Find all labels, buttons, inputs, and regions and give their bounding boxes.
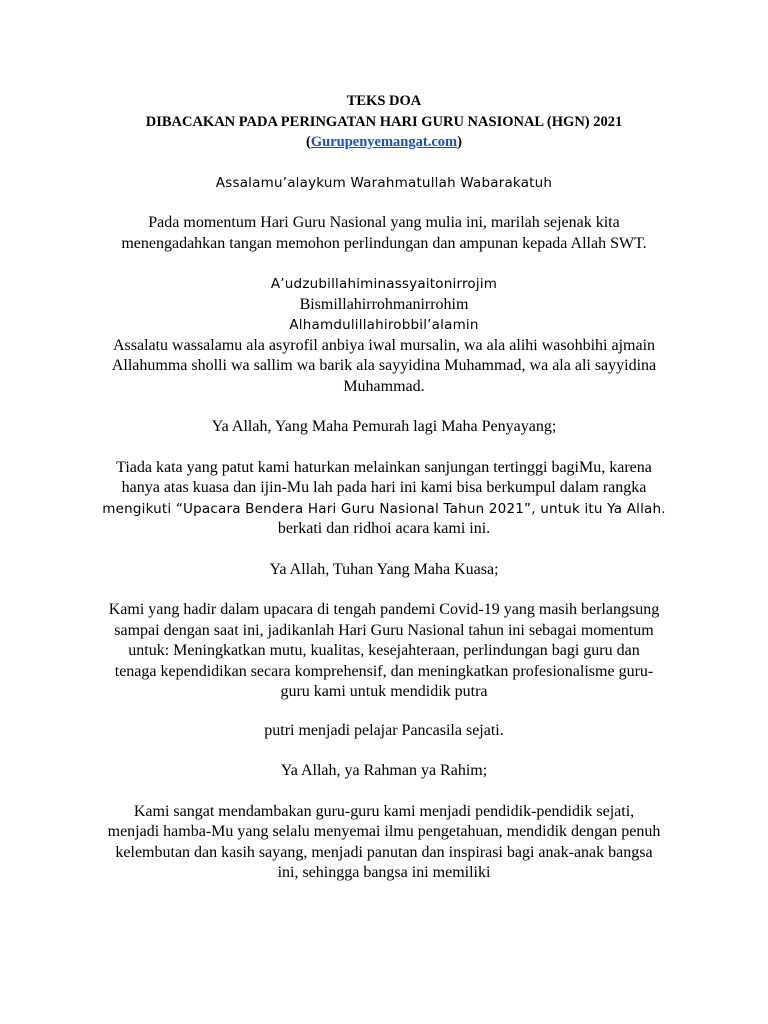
- document-subtitle: DIBACAKAN PADA PERINGATAN HARI GURU NASIONAL (HGN) 2021: [145, 113, 623, 130]
- paragraph-1-line: hanya atas kuasa dan ijin-Mu lah pada hari ini kami bisa berkumpul dalam rangka: [121, 479, 647, 496]
- paragraph-2-line: tenaga kependidikan secara komprehensif, dan meningkatkan profesionalisme guru-: [114, 662, 654, 680]
- opening-line: Alhamdulillahirobbil’alamin: [289, 317, 479, 333]
- opening-line: Assalatu wassalamu ala asyrofil anbiya iwal mursalin, wa ala alihi wasohbihi ajmain: [112, 336, 656, 354]
- paragraph-2-line: sampai dengan saat ini, jadikanlah Hari Guru Nasional tahun ini sebagai momentum: [114, 621, 654, 639]
- paragraph-1: [84, 458, 684, 540]
- invocation-3: Ya Allah, ya Rahman ya Rahim;: [280, 762, 488, 779]
- source-open-paren: (: [306, 134, 311, 150]
- paragraph-3-line: ini, sehingga bangsa ini memiliki: [277, 864, 491, 881]
- opening-line: Bismillahirrohmanirrohim: [299, 295, 469, 313]
- invocation-2: Ya Allah, Tuhan Yang Maha Kuasa;: [269, 560, 499, 578]
- intro-paragraph: [84, 213, 684, 254]
- paragraph-2-line: Kami yang hadir dalam upacara di tengah pandemi Covid-19 yang masih berlangsung: [108, 601, 660, 618]
- source-line: [84, 132, 684, 153]
- paragraph-2-line: untuk: Meningkatkan mutu, kualitas, kesejahteraan, perlindungan bagi guru dan: [128, 642, 640, 659]
- greeting-line: Assalamu’alaykum Warahmatullah Wabarakatuh: [215, 174, 553, 191]
- opening-line: Allahumma sholli wa sallim wa barik ala sayyidina Muhammad, wa ala ali sayyidina: [111, 357, 657, 374]
- paragraph-2-line: guru kami untuk mendidik putra: [280, 683, 488, 700]
- paragraph-2b: putri menjadi pelajar Pancasila sejati.: [264, 721, 504, 739]
- paragraph-1-line: mengikuti “Upacara Bendera Hari Guru Nasional Tahun 2021”, untuk itu Ya Allah.: [102, 500, 666, 517]
- document-heading: [84, 91, 684, 153]
- paragraph-1-line: berkati dan ridhoi acara kami ini.: [277, 520, 491, 537]
- opening-line: Muhammad.: [343, 377, 425, 395]
- intro-line: Pada momentum Hari Guru Nasional yang mulia ini, marilah sejenak kita: [148, 214, 620, 231]
- paragraph-3-line: Kami sangat mendambakan guru-guru kami menjadi pendidik-pendidik sejati,: [133, 802, 635, 820]
- document-page: [84, 91, 684, 884]
- opening-line: A’udzubillahiminassyaitonirrojim: [270, 276, 498, 292]
- intro-line: menengadahkan tangan memohon perlindungan dan ampunan kepada Allah SWT.: [121, 234, 647, 252]
- paragraph-1-line: Tiada kata yang patut kami haturkan melainkan sanjungan tertinggi bagiMu, karena: [116, 458, 652, 476]
- invocation-1: Ya Allah, Yang Maha Pemurah lagi Maha Penyayang;: [211, 418, 557, 435]
- document-title: TEKS DOA: [346, 93, 422, 109]
- source-close-paren: ): [457, 134, 462, 150]
- paragraph-3-line: kelembutan dan kasih sayang, menjadi panutan dan inspirasi bagi anak-anak bangsa: [115, 843, 653, 861]
- opening-prayer-block: [84, 274, 684, 397]
- paragraph-3-line: menjadi hamba-Mu yang selalu menyemai ilmu pengetahuan, mendidik dengan penuh: [107, 823, 661, 840]
- paragraph-3: [84, 802, 684, 884]
- paragraph-2: [84, 600, 684, 703]
- source-link[interactable]: Gurupenyemangat.com: [310, 134, 458, 150]
